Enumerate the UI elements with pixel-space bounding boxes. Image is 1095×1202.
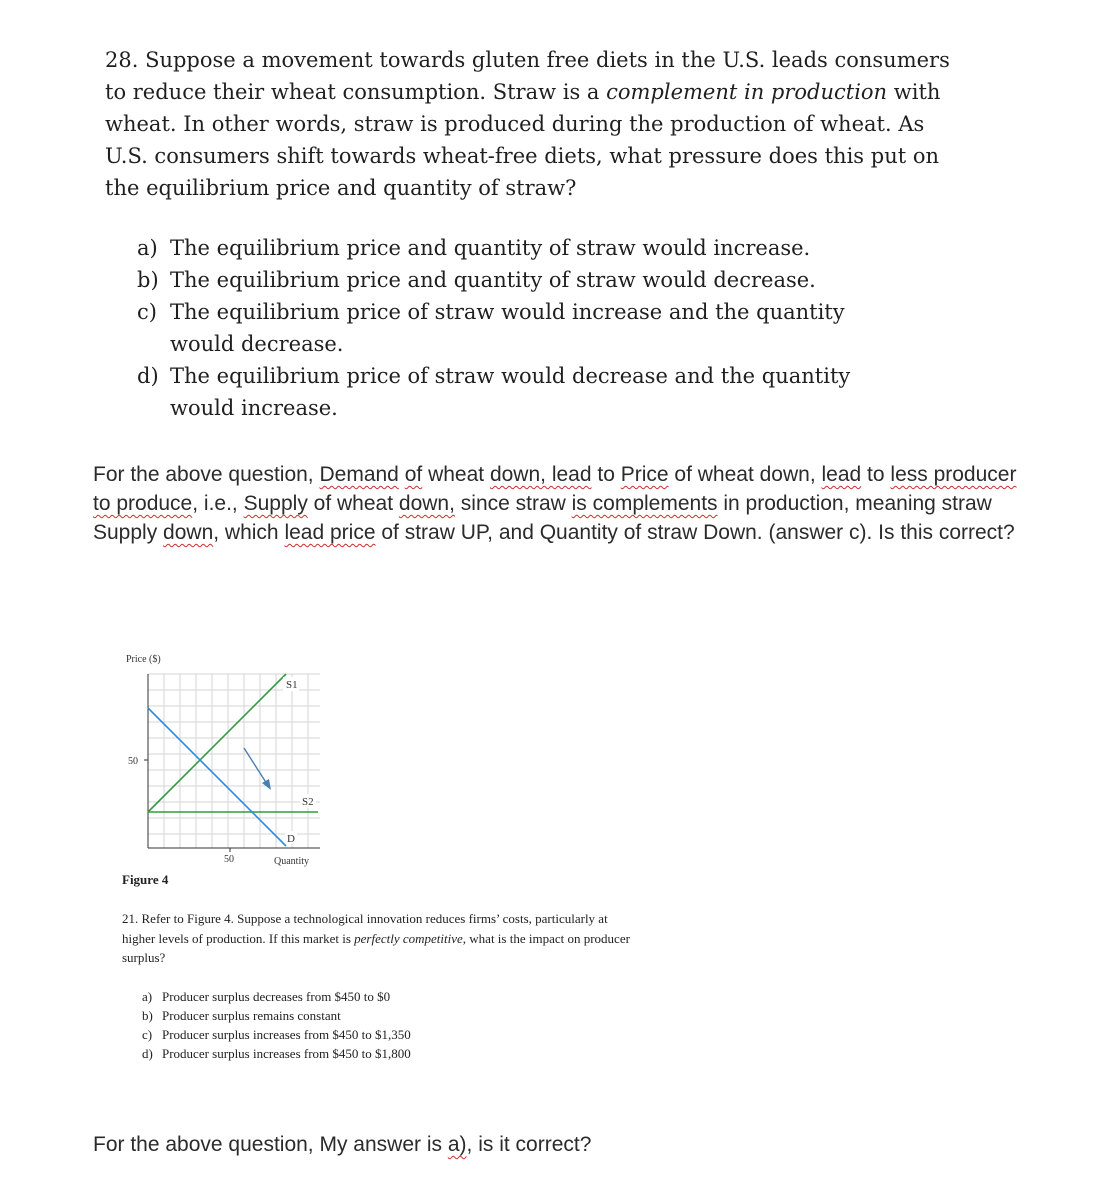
option-a (137, 232, 937, 264)
spellcheck-flagged-text: down (163, 521, 214, 544)
comment-text: of straw UP, and Quantity of straw Down. (answer c). Is this correct? (375, 521, 1015, 544)
spellcheck-flagged-text: lead price (284, 521, 376, 544)
comment-answer-21 (93, 1130, 993, 1159)
option-label: d) (142, 1046, 153, 1061)
y-axis-label: Price ($) (126, 654, 161, 665)
spellcheck-flagged-text: lead (821, 463, 862, 486)
spellcheck-flagged-text: is complements (571, 492, 718, 515)
comment-answer: a) (447, 1133, 467, 1156)
comment-text: , is it correct? (466, 1133, 592, 1156)
d-label: D (287, 833, 295, 845)
x-axis-label: Quantity (274, 856, 309, 867)
figure-4-graph (110, 648, 350, 878)
spellcheck-flagged-text: Demand (319, 463, 399, 486)
question-21 (122, 909, 642, 968)
question-21-text-part1: 21. Refer to Figure 4. Suppose a technological innovation reduces firms’ costs, particularly at higher levels of production. If this market is (122, 911, 608, 946)
spellcheck-flagged-text: Supply (243, 492, 308, 515)
question-28-options (137, 232, 937, 424)
demand-curve (148, 708, 286, 846)
comment-text: in production, meaning straw Supply (93, 492, 992, 544)
option-text: The equilibrium price of straw would increase and the quantity would decrease. (170, 300, 845, 356)
spellcheck-flagged-text: down, lead (489, 463, 592, 486)
question-21-text (122, 909, 642, 968)
comment-text: wheat (422, 463, 490, 486)
option-label: b) (137, 268, 159, 292)
option-label: b) (142, 1008, 153, 1023)
option-label: c) (137, 300, 157, 324)
option-label: c) (142, 1027, 153, 1042)
spellcheck-flagged-text: less producer to produce (93, 463, 1017, 515)
comment-text: , which (213, 521, 285, 544)
figure-title: Figure 4 (122, 872, 169, 887)
y-tick-label: 50 (128, 756, 138, 767)
comment-text: of wheat (307, 492, 399, 515)
option-label: a) (137, 236, 158, 260)
question-21-text-part2: , what is the impact on producer surplus? (122, 930, 630, 965)
comment-text: of wheat down, (668, 463, 822, 486)
shift-arrow (244, 748, 267, 784)
option-d (142, 1044, 562, 1063)
spellcheck-flagged-text: Price (620, 463, 669, 486)
option-text: Producer surplus increases from $450 to $1,350 (162, 1027, 411, 1042)
question-28-text-part1: 28. Suppose a movement towards gluten free diets in the U.S. leads consumers to reduce their wheat consumption. Straw is a (105, 48, 950, 104)
question-21-emphasis: perfectly competitive (354, 930, 463, 946)
s1-label: S1 (286, 679, 298, 691)
spellcheck-flagged-text: of (404, 463, 423, 486)
question-28-emphasis: complement in production (606, 80, 888, 104)
grid (148, 674, 320, 848)
s2-label: S2 (302, 796, 314, 808)
question-28 (105, 44, 965, 204)
option-label: a) (142, 989, 153, 1004)
option-b (142, 1006, 562, 1025)
option-text: Producer surplus decreases from $450 to $0 (162, 989, 391, 1004)
supply-curve-s1 (148, 674, 286, 812)
option-b (137, 264, 937, 296)
comment-text: to (861, 463, 891, 486)
comment-answer-28 (93, 460, 1033, 547)
option-d (137, 360, 937, 424)
question-28-text (105, 44, 965, 204)
x-tick-label: 50 (224, 854, 234, 865)
option-a (142, 987, 562, 1006)
option-label: d) (137, 364, 159, 388)
comment-text: to (591, 463, 621, 486)
comment-text: since straw (454, 492, 572, 515)
question-28-text-part2: with wheat. In other words, straw is produced during the production of wheat. As U.S. consumers shift towards wheat-free diets, what pressure does this put on the equilibrium price and quantity of straw? (105, 80, 941, 200)
spellcheck-flagged-text: down, (398, 492, 455, 515)
option-c (137, 296, 937, 360)
option-text: Producer surplus remains constant (162, 1008, 341, 1023)
comment-text: For the above question, (93, 463, 320, 486)
option-text: Producer surplus increases from $450 to $1,800 (162, 1046, 411, 1061)
option-text: The equilibrium price and quantity of straw would decrease. (170, 268, 816, 292)
question-21-options (142, 987, 562, 1063)
option-text: The equilibrium price and quantity of straw would increase. (170, 236, 811, 260)
option-text: The equilibrium price of straw would decrease and the quantity would increase. (170, 364, 851, 420)
option-c (142, 1025, 562, 1044)
comment-text: For the above question, My answer is (93, 1133, 448, 1156)
shift-arrow-head (262, 779, 271, 790)
comment-text: , i.e., (192, 492, 244, 515)
